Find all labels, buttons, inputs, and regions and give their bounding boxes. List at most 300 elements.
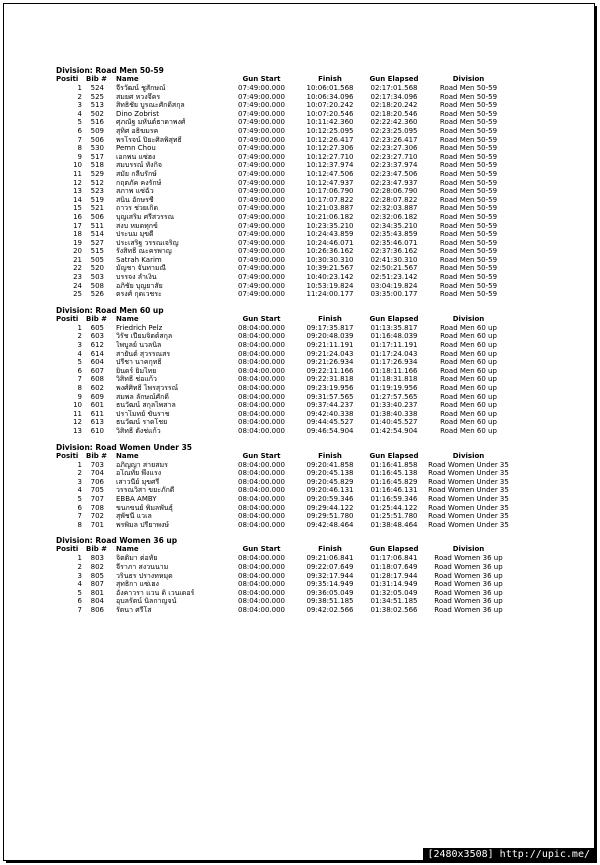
finish-time-cell: 09:23:19.956 xyxy=(306,384,354,392)
division-label-cell: Road Men 50-59 xyxy=(439,161,498,170)
runner-name-cell: อภิชัย บุญยาสัย xyxy=(116,281,163,290)
division-label-cell: Road Men 50-59 xyxy=(439,101,498,110)
gun-elapsed-time-cell: 02:28:07.822 xyxy=(370,195,418,204)
bib-number-cell: 521 xyxy=(90,204,104,213)
gun-elapsed-time-cell: 02:35:43.859 xyxy=(370,230,418,239)
position-cell: 6 xyxy=(77,126,82,135)
division-label-cell: Road Men 50-59 xyxy=(439,230,498,239)
gun-start-time-cell: 07:49:00.000 xyxy=(237,126,286,135)
bib-number-cell: 520 xyxy=(90,264,104,273)
runner-name-cell: กฤตภัค คงรักษ์ xyxy=(116,178,162,187)
gun-start-time-cell: 08:04:00.000 xyxy=(237,571,286,580)
runner-name-cell: รังสิทธิ์ ณะครพาญ xyxy=(116,247,172,256)
gun-elapsed-time-cell: 01:18:11.166 xyxy=(370,366,418,375)
position-cell: 15 xyxy=(73,204,82,213)
finish-time-cell: 09:20:45.829 xyxy=(306,477,354,486)
bib-number-cell: 704 xyxy=(90,469,104,478)
gun-elapsed-time-cell: 01:16:59.346 xyxy=(370,494,418,503)
bib-number-cell: 805 xyxy=(90,571,104,580)
column-header-bib-number: Bib # xyxy=(86,545,108,554)
gun-start-time-cell: 07:49:00.000 xyxy=(237,101,286,110)
gun-elapsed-time-cell: 01:34:51.185 xyxy=(370,597,418,606)
runner-name-cell: EBBA AMBY xyxy=(116,494,157,503)
position-cell: 5 xyxy=(77,358,82,367)
gun-elapsed-time-cell: 02:41:30.310 xyxy=(370,255,418,264)
division-label-cell: Road Men 60 up xyxy=(440,375,497,384)
division-label-cell: Road Men 50-59 xyxy=(439,290,498,299)
position-cell: 3 xyxy=(77,101,82,110)
bib-number-cell: 609 xyxy=(90,392,104,401)
finish-time-cell: 10:07:20.242 xyxy=(306,101,354,110)
bib-number-cell: 802 xyxy=(90,562,104,571)
position-cell: 25 xyxy=(73,290,82,299)
runner-name-cell: Pemn Chou xyxy=(116,144,156,153)
table-row xyxy=(56,127,526,136)
position-cell: 7 xyxy=(77,605,82,614)
bib-number-cell: 701 xyxy=(90,520,104,529)
bib-number-cell: 503 xyxy=(90,273,104,282)
runner-name-cell: สภาพ แซ่ฉั่ว xyxy=(116,187,154,196)
gun-start-time-cell: 08:04:00.000 xyxy=(237,366,286,375)
division-label-cell: Road Men 60 up xyxy=(440,426,497,435)
finish-time-cell: 10:53:19.824 xyxy=(306,281,354,290)
gun-elapsed-time-cell: 01:13:35.817 xyxy=(370,323,418,332)
gun-elapsed-time-cell: 02:51:23.142 xyxy=(370,273,418,282)
finish-time-cell: 09:36:05.049 xyxy=(306,588,354,597)
gun-elapsed-time-cell: 02:34:35.210 xyxy=(370,221,418,230)
gun-elapsed-time-cell: 01:16:45.138 xyxy=(370,469,418,478)
finish-time-cell: 09:20:48.039 xyxy=(306,332,354,341)
gun-start-time-cell: 07:49:00.000 xyxy=(237,247,286,256)
gun-elapsed-time-cell: 02:17:34.096 xyxy=(370,92,418,101)
gun-elapsed-time-cell: 02:35:46.071 xyxy=(370,238,418,247)
bib-number-cell: 705 xyxy=(90,486,104,495)
column-header-position: Positi xyxy=(56,451,79,460)
position-cell: 1 xyxy=(77,84,82,92)
position-cell: 11 xyxy=(73,169,82,178)
runner-name-cell: วรรณวิสา ขยะภักดี xyxy=(116,486,175,495)
bib-number-cell: 804 xyxy=(90,597,104,606)
bib-number-cell: 601 xyxy=(90,401,104,410)
runner-name-cell: สิทธิชัย บูรณะศักดิ์สกุล xyxy=(116,101,185,110)
table-row xyxy=(56,239,526,248)
table-row xyxy=(56,478,526,487)
runner-name-cell: ขนกขนย์ พิมลพันธุ์ xyxy=(116,503,173,512)
column-header-division-label: Division xyxy=(452,75,485,83)
bib-number-cell: 608 xyxy=(90,375,104,384)
runner-name-cell: สงบ หมดทุกข์ xyxy=(116,221,158,230)
page-shadow-right xyxy=(595,6,597,862)
table-row xyxy=(56,256,526,265)
bib-number-cell: 614 xyxy=(90,349,104,358)
finish-time-cell: 11:24:00.177 xyxy=(306,290,354,299)
table-row xyxy=(56,461,526,470)
division-section xyxy=(56,536,526,614)
finish-time-cell: 09:20:46.131 xyxy=(306,486,354,495)
table-row xyxy=(56,93,526,102)
gun-start-time-cell: 07:49:00.000 xyxy=(237,135,286,144)
finish-time-cell: 10:21:03.887 xyxy=(306,204,354,213)
bib-number-cell: 706 xyxy=(90,477,104,486)
finish-time-cell: 10:11:42.360 xyxy=(306,118,354,127)
position-cell: 19 xyxy=(73,238,82,247)
bib-number-cell: 612 xyxy=(90,341,104,350)
finish-time-cell: 10:40:23.142 xyxy=(306,273,354,282)
gun-start-time-cell: 08:04:00.000 xyxy=(237,341,286,350)
gun-start-time-cell: 08:04:00.000 xyxy=(237,375,286,384)
division-label-cell: Road Men 50-59 xyxy=(439,135,498,144)
bib-number-cell: 517 xyxy=(90,152,104,161)
finish-time-cell: 10:12:37.974 xyxy=(306,161,354,170)
runner-name-cell: สมัย กลีบรักษ์ xyxy=(116,169,157,178)
runner-name-cell: วิสิทธิ์ ช่อแก้ว xyxy=(116,375,157,384)
division-label-cell: Road Men 50-59 xyxy=(439,84,498,92)
bib-number-cell: 703 xyxy=(90,460,104,469)
division-label-cell: Road Women 36 up xyxy=(434,571,503,580)
finish-time-cell: 10:12:25.095 xyxy=(306,126,354,135)
gun-start-time-cell: 08:04:00.000 xyxy=(237,332,286,341)
finish-time-cell: 10:21:06.182 xyxy=(306,212,354,221)
position-cell: 4 xyxy=(77,109,82,118)
division-label-cell: Road Men 50-59 xyxy=(439,126,498,135)
runner-name-cell: วรินธร ปรางทหมุด xyxy=(116,571,173,580)
bib-number-cell: 803 xyxy=(90,554,104,563)
position-cell: 7 xyxy=(77,375,82,384)
table-row xyxy=(56,84,526,93)
position-cell: 10 xyxy=(73,161,82,170)
finish-time-cell: 09:21:26.934 xyxy=(306,358,354,367)
position-cell: 12 xyxy=(73,178,82,187)
finish-time-cell: 09:35:14.949 xyxy=(306,580,354,589)
gun-elapsed-time-cell: 02:23:26.417 xyxy=(370,135,418,144)
runner-name-cell: อโณทัย พึ่งแรง xyxy=(116,469,162,478)
position-cell: 14 xyxy=(73,195,82,204)
runner-name-cell: จิตติมา ต่อทัย xyxy=(116,554,158,563)
gun-start-time-cell: 08:04:00.000 xyxy=(237,349,286,358)
division-label-cell: Road Men 60 up xyxy=(440,358,497,367)
division-label-cell: Road Women Under 35 xyxy=(428,460,509,469)
division-label-cell: Road Men 50-59 xyxy=(439,118,498,127)
gun-elapsed-time-cell: 02:37:36.162 xyxy=(370,247,418,256)
division-label-cell: Road Men 50-59 xyxy=(439,92,498,101)
finish-time-cell: 09:21:11.191 xyxy=(306,341,354,350)
runner-name-cell: มัญชา จันทามณี xyxy=(116,264,167,273)
table-row xyxy=(56,273,526,282)
division-label-cell: Road Men 50-59 xyxy=(439,281,498,290)
bib-number-cell: 513 xyxy=(90,101,104,110)
bib-number-cell: 525 xyxy=(90,92,104,101)
table-row xyxy=(56,554,526,563)
runner-name-cell: อภิญญา สายสมร xyxy=(116,460,168,469)
gun-elapsed-time-cell: 02:22:42.360 xyxy=(370,118,418,127)
table-row xyxy=(56,606,526,615)
finish-time-cell: 10:12:47.506 xyxy=(306,169,354,178)
column-header-gun-start-time: Gun Start xyxy=(242,545,281,554)
gun-start-time-cell: 07:49:00.000 xyxy=(237,92,286,101)
gun-start-time-cell: 07:49:00.000 xyxy=(237,152,286,161)
table-row xyxy=(56,486,526,495)
table-row xyxy=(56,264,526,273)
column-header-bib-number: Bib # xyxy=(86,75,108,83)
runner-name-cell: สมยศ หวงจึคร xyxy=(116,92,161,101)
finish-time-cell: 09:29:51.780 xyxy=(306,512,354,521)
bib-number-cell: 530 xyxy=(90,144,104,153)
runner-name-cell: จีราภา สงวนนาม xyxy=(116,562,169,571)
gun-elapsed-time-cell: 01:17:26.934 xyxy=(370,358,418,367)
bib-number-cell: 708 xyxy=(90,503,104,512)
gun-start-time-cell: 07:49:00.000 xyxy=(237,169,286,178)
bib-number-cell: 515 xyxy=(90,247,104,256)
position-cell: 3 xyxy=(77,571,82,580)
runner-name-cell: อังคาวรา แวน ดิ เวนเดอร์ xyxy=(116,588,195,597)
runner-name-cell: สายันต์ สุวรรณสร xyxy=(116,349,171,358)
gun-elapsed-time-cell: 02:23:47.937 xyxy=(370,178,418,187)
position-cell: 6 xyxy=(77,366,82,375)
runner-name-cell: พรโรจน์ ปิยะศิลพิสุทธิ์ xyxy=(116,135,182,144)
finish-time-cell: 10:26:36.162 xyxy=(306,247,354,256)
gun-elapsed-time-cell: 01:17:11.191 xyxy=(370,341,418,350)
position-cell: 1 xyxy=(77,460,82,469)
table-row xyxy=(56,179,526,188)
finish-time-cell: 09:37:44.237 xyxy=(306,401,354,410)
column-header-position: Positi xyxy=(56,545,79,554)
division-label-cell: Road Men 50-59 xyxy=(439,152,498,161)
runner-name-cell: Friedrich Pelz xyxy=(116,323,163,332)
bib-number-cell: 806 xyxy=(90,605,104,614)
runner-name-cell: บรรจง ลำเงิน xyxy=(116,273,157,282)
gun-elapsed-time-cell: 02:28:06.790 xyxy=(370,187,418,196)
runner-name-cell: เอกพน แซ่ฮง xyxy=(116,152,156,161)
division-label-cell: Road Men 50-59 xyxy=(439,273,498,282)
image-size-watermark: [2480x3508] http://upic.me/ xyxy=(423,848,594,861)
position-cell: 8 xyxy=(77,384,82,392)
gun-start-time-cell: 08:04:00.000 xyxy=(237,409,286,418)
bib-number-cell: 508 xyxy=(90,281,104,290)
division-label-cell: Road Women 36 up xyxy=(434,605,503,614)
bib-number-cell: 505 xyxy=(90,255,104,264)
column-header-division-label: Division xyxy=(452,451,485,460)
finish-time-cell: 10:39:21.567 xyxy=(306,264,354,273)
gun-elapsed-time-cell: 01:16:45.829 xyxy=(370,477,418,486)
finish-time-cell: 10:12:47.937 xyxy=(306,178,354,187)
division-title: Division: Road Men 50-59 xyxy=(56,66,164,75)
runner-name-cell: สุพัชนี แวเล xyxy=(116,512,152,521)
finish-time-cell: 10:12:26.417 xyxy=(306,135,354,144)
gun-start-time-cell: 07:49:00.000 xyxy=(237,238,286,247)
finish-time-cell: 09:20:59.346 xyxy=(306,494,354,503)
division-label-cell: Road Men 60 up xyxy=(440,392,497,401)
gun-start-time-cell: 07:49:00.000 xyxy=(237,161,286,170)
finish-time-cell: 10:17:06.790 xyxy=(306,187,354,196)
bib-number-cell: 529 xyxy=(90,169,104,178)
runner-name-cell: ธนวัฒน์ สกุลไพสาล xyxy=(116,401,176,410)
gun-elapsed-time-cell: 02:23:47.506 xyxy=(370,169,418,178)
bib-number-cell: 801 xyxy=(90,588,104,597)
table-row xyxy=(56,469,526,478)
division-title: Division: Road Women Under 35 xyxy=(56,442,193,452)
table-row xyxy=(56,282,526,291)
bib-number-cell: 512 xyxy=(90,178,104,187)
runner-name-cell: บุญเสริม ศรีสวรรณ xyxy=(116,212,175,221)
table-row xyxy=(56,118,526,127)
division-label-cell: Road Women Under 35 xyxy=(428,494,509,503)
table-row xyxy=(56,222,526,231)
runner-name-cell: Dino Zobrist xyxy=(116,109,160,118)
gun-elapsed-time-cell: 01:28:17.944 xyxy=(370,571,418,580)
gun-elapsed-time-cell: 02:18:20.546 xyxy=(370,109,418,118)
gun-elapsed-time-cell: 01:31:14.949 xyxy=(370,580,418,589)
column-header-finish-time: Finish xyxy=(318,314,342,323)
gun-start-time-cell: 08:04:00.000 xyxy=(237,358,286,367)
gun-start-time-cell: 07:49:00.000 xyxy=(237,255,286,264)
division-section xyxy=(56,306,526,436)
gun-start-time-cell: 08:04:00.000 xyxy=(237,562,286,571)
bib-number-cell: 602 xyxy=(90,384,104,392)
division-label-cell: Road Men 60 up xyxy=(440,332,497,341)
division-label-cell: Road Women 36 up xyxy=(434,597,503,606)
position-cell: 13 xyxy=(73,187,82,196)
position-cell: 7 xyxy=(77,512,82,521)
table-row xyxy=(56,589,526,598)
finish-time-cell: 10:24:43.859 xyxy=(306,230,354,239)
division-label-cell: Road Men 60 up xyxy=(440,366,497,375)
position-cell: 13 xyxy=(73,426,82,435)
runner-name-cell: ศุภณัฐ มหันต์ธาดาพงศ์ xyxy=(116,118,186,127)
division-label-cell: Road Women 36 up xyxy=(434,554,503,563)
gun-start-time-cell: 08:04:00.000 xyxy=(237,605,286,614)
gun-start-time-cell: 07:49:00.000 xyxy=(237,230,286,239)
gun-elapsed-time-cell: 01:33:40.237 xyxy=(370,401,418,410)
position-cell: 4 xyxy=(77,486,82,495)
table-row xyxy=(56,350,526,359)
gun-start-time-cell: 08:04:00.000 xyxy=(237,384,286,392)
bib-number-cell: 613 xyxy=(90,418,104,427)
table-row xyxy=(56,410,526,419)
column-header-division-label: Division xyxy=(452,314,485,323)
gun-elapsed-time-cell: 01:40:45.527 xyxy=(370,418,418,427)
runner-name-cell: พงศ์ศิทธิ์ ไพรสุวรรณ์ xyxy=(116,384,179,392)
division-label-cell: Road Men 50-59 xyxy=(439,255,498,264)
column-header-division-label: Division xyxy=(452,545,485,554)
runner-name-cell: อุบลรัตน์ นิลกาญจน์ xyxy=(116,597,177,606)
table-row xyxy=(56,136,526,145)
position-cell: 12 xyxy=(73,418,82,427)
position-cell: 4 xyxy=(77,349,82,358)
position-cell: 16 xyxy=(73,212,82,221)
position-cell: 8 xyxy=(77,520,82,529)
division-title: Division: Road Men 60 up xyxy=(56,305,164,315)
finish-time-cell: 09:42:40.338 xyxy=(306,409,354,418)
position-cell: 2 xyxy=(77,332,82,341)
position-cell: 5 xyxy=(77,494,82,503)
finish-time-cell: 09:22:11.166 xyxy=(306,366,354,375)
runner-name-cell: ตรงศ์ กุดเวชระ xyxy=(116,290,162,299)
gun-start-time-cell: 08:04:00.000 xyxy=(237,520,286,529)
finish-time-cell: 09:42:02.566 xyxy=(306,605,354,614)
runner-name-cell: ยินดร์ ยิ่มไทย xyxy=(116,366,157,375)
finish-time-cell: 09:44:45.527 xyxy=(306,418,354,427)
gun-start-time-cell: 08:04:00.000 xyxy=(237,477,286,486)
column-header-runner-name: Name xyxy=(116,314,139,323)
bib-number-cell: 807 xyxy=(90,580,104,589)
position-cell: 18 xyxy=(73,230,82,239)
division-label-cell: Road Men 50-59 xyxy=(439,212,498,221)
division-label-cell: Road Men 50-59 xyxy=(439,187,498,196)
finish-time-cell: 10:06:01.568 xyxy=(306,84,354,92)
division-label-cell: Road Men 50-59 xyxy=(439,169,498,178)
gun-start-time-cell: 08:04:00.000 xyxy=(237,426,286,435)
table-row xyxy=(56,418,526,427)
gun-elapsed-time-cell: 02:32:03.887 xyxy=(370,204,418,213)
finish-time-cell: 09:31:57.565 xyxy=(306,392,354,401)
position-cell: 4 xyxy=(77,580,82,589)
division-label-cell: Road Men 60 up xyxy=(440,323,497,332)
gun-elapsed-time-cell: 01:25:44.122 xyxy=(370,503,418,512)
gun-elapsed-time-cell: 01:16:46.131 xyxy=(370,486,418,495)
bib-number-cell: 526 xyxy=(90,290,104,299)
gun-start-time-cell: 07:49:00.000 xyxy=(237,118,286,127)
table-header-row xyxy=(56,545,526,554)
gun-elapsed-time-cell: 02:17:01.568 xyxy=(370,84,418,92)
gun-start-time-cell: 08:04:00.000 xyxy=(237,494,286,503)
bib-number-cell: 502 xyxy=(90,109,104,118)
finish-time-cell: 09:22:07.649 xyxy=(306,562,354,571)
runner-name-cell: รัตนา ศรีโส xyxy=(116,605,152,614)
table-row xyxy=(56,563,526,572)
runner-name-cell: ปรีชา นาคกุทธิ์ xyxy=(116,358,162,367)
finish-time-cell: 09:20:45.138 xyxy=(306,469,354,478)
bib-number-cell: 607 xyxy=(90,366,104,375)
finish-time-cell: 09:17:35.817 xyxy=(306,323,354,332)
division-section xyxy=(56,443,526,530)
gun-start-time-cell: 08:04:00.000 xyxy=(237,392,286,401)
table-row xyxy=(56,101,526,110)
position-cell: 17 xyxy=(73,221,82,230)
bib-number-cell: 527 xyxy=(90,238,104,247)
table-row xyxy=(56,153,526,162)
division-label-cell: Road Women Under 35 xyxy=(428,486,509,495)
column-header-finish-time: Finish xyxy=(318,545,342,554)
table-row xyxy=(56,213,526,222)
finish-time-cell: 10:24:46.071 xyxy=(306,238,354,247)
gun-elapsed-time-cell: 01:32:05.049 xyxy=(370,588,418,597)
table-row xyxy=(56,384,526,393)
division-label-cell: Road Men 50-59 xyxy=(439,178,498,187)
runner-name-cell: ไพบูลย์ นวลนิล xyxy=(116,341,162,350)
division-title: Division: Road Women 36 up xyxy=(56,536,178,546)
finish-time-cell: 09:22:31.818 xyxy=(306,375,354,384)
table-row xyxy=(56,341,526,350)
table-row xyxy=(56,375,526,384)
table-row xyxy=(56,204,526,213)
table-row xyxy=(56,504,526,513)
position-cell: 10 xyxy=(73,401,82,410)
gun-start-time-cell: 08:04:00.000 xyxy=(237,323,286,332)
gun-elapsed-time-cell: 02:23:27.306 xyxy=(370,144,418,153)
division-label-cell: Road Women 36 up xyxy=(434,562,503,571)
bib-number-cell: 610 xyxy=(90,426,104,435)
position-cell: 1 xyxy=(77,323,82,332)
gun-elapsed-time-cell: 01:38:48.464 xyxy=(370,520,418,529)
table-row xyxy=(56,290,526,299)
position-cell: 6 xyxy=(77,503,82,512)
division-label-cell: Road Women Under 35 xyxy=(428,477,509,486)
division-label-cell: Road Men 50-59 xyxy=(439,109,498,118)
runner-name-cell: เสาวนีย์ มุขศรี xyxy=(116,477,160,486)
gun-start-time-cell: 08:04:00.000 xyxy=(237,460,286,469)
division-label-cell: Road Men 50-59 xyxy=(439,204,498,213)
position-cell: 22 xyxy=(73,264,82,273)
